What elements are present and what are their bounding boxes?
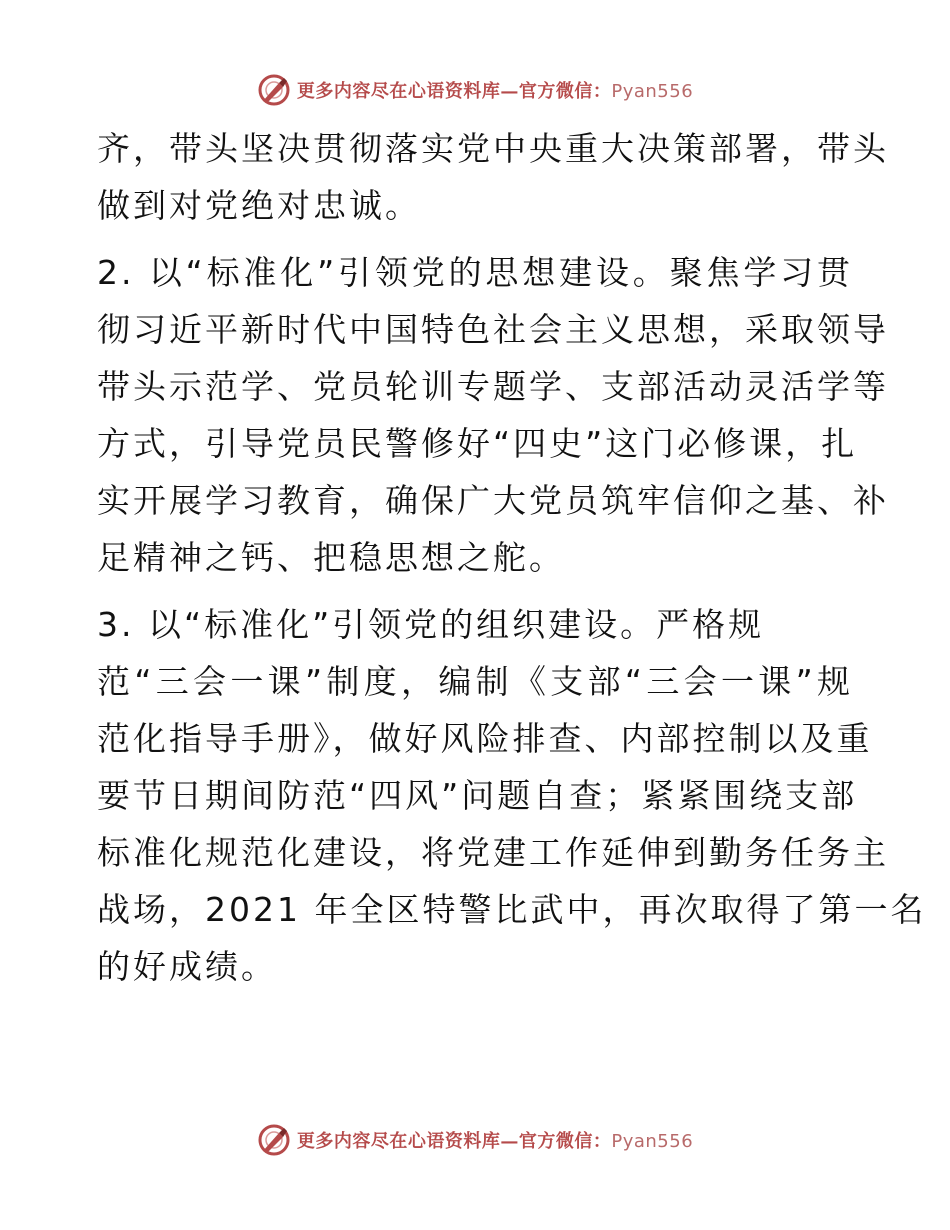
text-line: 足精神之钙、把稳思想之舵。 — [97, 538, 565, 577]
text-line: 范化指导手册》，做好风险排查、内部控制以及重 — [97, 719, 873, 758]
text-line: 2. 以“标准化”引领党的思想建设。聚焦学习贯 — [97, 253, 853, 292]
footer-watermark — [0, 1120, 950, 1160]
pen-logo-icon — [257, 1123, 291, 1157]
paragraph-2 — [97, 244, 889, 586]
pen-logo-icon — [257, 73, 291, 107]
text-line: 战场，2021 年全区特警比武中，再次取得了第一名 — [97, 890, 927, 929]
text-line: 范“三会一课”制度，编制《支部“三会一课”规 — [97, 662, 853, 701]
text-line: 齐，带头坚决贯彻落实党中央重大决策部署，带头 — [97, 129, 889, 168]
text-line: 实开展学习教育，确保广大党员筑牢信仰之基、补 — [97, 481, 889, 520]
document-body — [97, 120, 927, 995]
text-line: 标准化规范化建设，将党建工作延伸到勤务任务主 — [97, 833, 889, 872]
text-line: 做到对党绝对忠诚。 — [97, 186, 421, 225]
paragraph-3 — [97, 596, 927, 995]
text-line: 带头示范学、党员轮训专题学、支部活动灵活学等 — [97, 367, 889, 406]
header-watermark — [0, 70, 950, 110]
text-line: 要节日期间防范“四风”问题自查；紧紧围绕支部 — [97, 776, 858, 815]
text-line: 彻习近平新时代中国特色社会主义思想，采取领导 — [97, 310, 889, 349]
header-watermark-text: 更多内容尽在心语资料库—官方微信：Pyan556 — [296, 81, 694, 102]
text-line: 的好成绩。 — [97, 947, 277, 986]
footer-watermark-text: 更多内容尽在心语资料库—官方微信：Pyan556 — [296, 1131, 694, 1152]
text-line: 方式，引导党员民警修好“四史”这门必修课，扎 — [97, 424, 858, 463]
footer-watermark-id: Pyan556 — [611, 1131, 694, 1152]
paragraph-1 — [97, 120, 889, 234]
header-watermark-id: Pyan556 — [611, 81, 694, 102]
text-line: 3. 以“标准化”引领党的组织建设。严格规 — [97, 605, 765, 644]
